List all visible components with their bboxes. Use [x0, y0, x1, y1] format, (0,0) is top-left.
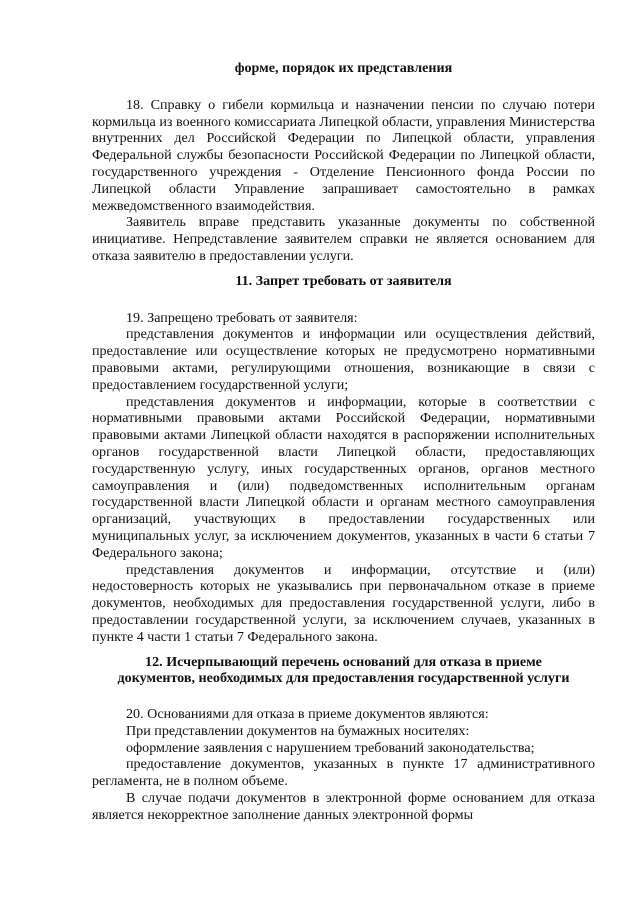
- section-heading-11: 11. Запрет требовать от заявителя: [235, 272, 452, 289]
- section-heading-12-line-1: 12. Исчерпывающий перечень оснований для отказа в приеме: [145, 653, 542, 670]
- section-heading-top: форме, порядок их представления: [234, 60, 453, 76]
- section-heading-12: [92, 654, 595, 688]
- paragraph-20-item-2: предоставление документов, указанных в пункте 17 административного регламента, не в полном объеме.: [92, 756, 595, 790]
- section-heading-12-line-2: документов, необходимых для предоставления государственной услуги: [117, 670, 570, 687]
- paragraph-20-paper: При представлении документов на бумажных носителях:: [126, 722, 470, 739]
- paragraph-18-applicant-right: Заявитель вправе представить указанные документы по собственной инициативе. Непредставление заявителем справки не является основанием для отказа заявителю в предоставлении услуги.: [92, 214, 595, 264]
- paragraph-20: 20. Основаниями для отказа в приеме документов являются:: [126, 706, 489, 723]
- paragraph-20-item-1: оформление заявления с нарушением требований законодательства;: [126, 739, 535, 756]
- paragraph-19-item-1: представления документов и информации или осуществления действий, предоставление или осуществление которых не предусмотрено нормативными правовыми актами, регулирующими отношения, возникающие в связи с предоставлением государственной услуги;: [92, 326, 595, 393]
- document-page: [92, 60, 595, 824]
- paragraph-18: 18. Справку о гибели кормильца и назначении пенсии по случаю потери кормильца из военного комиссариата Липецкой области, управления Министерства внутренних дел Российской Федерации по Липецкой области, управления Федеральной службы безопасности Российской Федерации по Липецкой области, государственного учреждения - Отделение Пенсионного фонда России по Липецкой области Управление запрашивает самостоятельно в рамках межведомственного взаимодействия.: [92, 96, 595, 214]
- paragraph-19-item-3: представления документов и информации, отсутствие и (или) недостоверность которых не указывались при первоначальном отказе в приеме документов, необходимых для предоставления государственной услуги, либо в предоставлении государственной услуги, за исключением случаев, указанных в пункте 4 части 1 статьи 7 Федерального закона.: [92, 561, 595, 645]
- paragraph-19-item-2: представления документов и информации, которые в соответствии с нормативными правовыми актами Российской Федерации, нормативными правовыми актами Липецкой области находятся в распоряжении исполнительных органов государственной власти Липецкой области, предоставляющих государственную услугу, иных государственных органов, органов местного самоуправления и (или) подведомственных исполнительным органам государственной власти Липецкой области и органам местного самоуправления организаций, участвующих в предоставлении государственных или муниципальных услуг, за исключением документов, указанных в части 6 статьи 7 Федерального закона;: [92, 393, 595, 561]
- paragraph-20-electronic: В случае подачи документов в электронной форме основанием для отказа является некорректное заполнение данных электронной формы: [92, 790, 595, 823]
- paragraph-19: 19. Запрещено требовать от заявителя:: [126, 309, 358, 326]
